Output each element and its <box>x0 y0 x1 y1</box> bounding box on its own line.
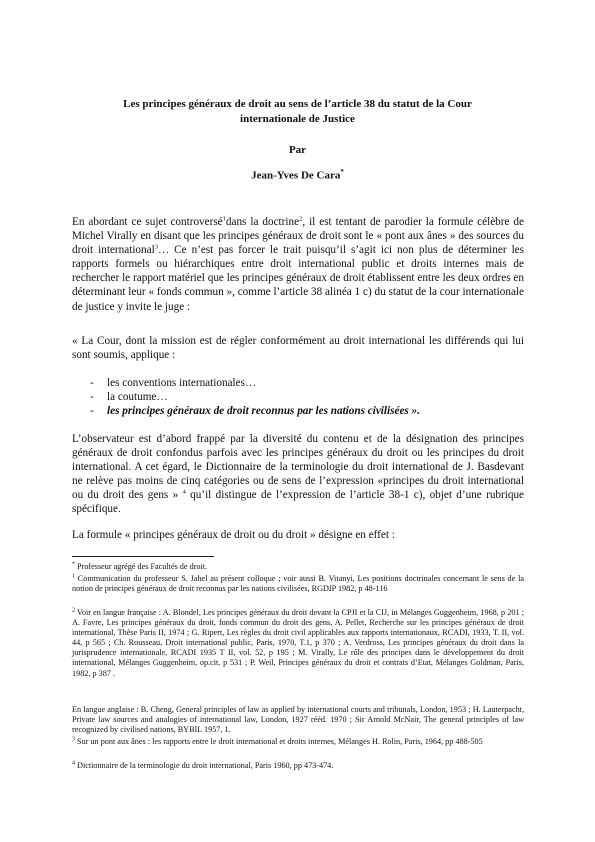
list-dash: - <box>90 377 94 389</box>
footnote-2 <box>72 608 524 679</box>
footnote-3 <box>72 737 524 747</box>
footnote-author <box>72 562 524 572</box>
footnote-mark: 1 <box>72 573 75 580</box>
observer-text-a: L’observateur est d’abord frappé par la diversité du contenu et de la désignation des principes généraux de droit confondus parfois avec les principes généraux du droit ou les principes du droit international. A cet égard, le Dictionnaire de la terminologie du droit international de J. Basdevant ne relève pas moins de cinq catégories ou de sens de l’expression «principes du droit international ou du droit des gens » <box>72 433 524 502</box>
paragraph-intro <box>72 215 524 314</box>
footnote-mark: 2 <box>72 607 75 614</box>
author-footnote-mark: * <box>340 168 344 176</box>
paragraph-formula: La formule « principes généraux de droit ou du droit » désigne en effet : <box>72 529 395 541</box>
footnote-4 <box>72 761 524 771</box>
footnote-mark: 4 <box>72 760 75 767</box>
footnote-text: Communication du professeur S. Jahel au présent colloque ; voir aussi B. Vitanyi, Les positions doctrinales concernant le sens de la notion de principes généraux de droit reconnus par les nations civilisées, RGDIP 1982, p 48-116 <box>72 574 524 594</box>
footnote-ref-4: 4 <box>182 488 186 496</box>
list-item <box>90 390 524 404</box>
paragraph-quote: « La Cour, dont la mission est de régler conformément au droit international les différends qui lui sont soumis, applique : <box>72 335 524 362</box>
footnote-ref-1: 1 <box>222 215 226 223</box>
list-item <box>90 376 524 390</box>
footnote-text: Professeur agrégé des Facultés de droit. <box>75 562 208 571</box>
list-item-text: les conventions internationales… <box>107 377 257 389</box>
list-item-text: la coutume… <box>107 391 168 404</box>
footnote-mark: 3 <box>72 736 75 743</box>
footnote-1 <box>72 574 524 594</box>
footnote-text: Voir en langue française : A. Blondel, Les principes généraux du droit devant la CPJI et la CIJ, in Mélanges Guggenheim, 1968, p 201 ; A. Favre, Les principes généraux du droit, fonds commun du droit des gens, A. Pellet, Recherche sur les principes généraux de droit international, Thèse Paris II, 1974 ; G. Ripert, Les règles du droit civil applicables aux rapports internationaux, RCADI, 1933, T. II, vol. 44, p 565 ; Ch. Rousseau, Droit international public, Paris, 1970, T.1, p 370 ; A. Verdross, Les principes généraux du droit dans la jurisprudence internationale, RCADI 1935 T II, vol. 52, p 195 ; M. Virally, Le rôle des principes dans le développement du droit international, Mélanges Guggenheim, op.cit. p 531 ; P. Weil, Principes généraux du droit et contrats d’Etat, Mélanges Goldman, Paris, 1982, p 387 . <box>72 608 524 678</box>
observer-text-b: qu’il distingue de l’expression de l’article 38-1 c), objet d’une rubrique spécifique. <box>72 489 524 516</box>
intro-text-d: … Ce n’est pas forcer le trait puisqu’il s’agit ici non plus de déterminer les rapports formels ou hiérarchiques entre droit international public et droits internes mais de rechercher le rapport matériel que les principes généraux de droit établissent entre les deux ordres en déterminant leur « fonds commun », comme l’article 38 alinéa 1 c) du statut de la cour internationale de justice y invite le juge : <box>72 244 524 313</box>
intro-text-c: , il est tentant de parodier la formule célèbre de Michel Virally en disant que les principes généraux de droit sont le « pont aux ânes » des sources du droit international <box>72 216 524 257</box>
footnote-ref-2: 2 <box>299 215 303 223</box>
intro-text-b: dans la doctrine <box>225 216 300 228</box>
sources-list <box>90 376 524 418</box>
footnote-mark: * <box>72 561 75 568</box>
author-name <box>90 168 505 182</box>
footnote-text: Sur un pont aux ânes : les rapports entre le droit international et droits internes, Mélanges H. Rolin, Paris, 1964, pp 488-505 <box>75 737 483 746</box>
list-dash: - <box>90 405 94 418</box>
list-dash: - <box>90 391 94 404</box>
list-item <box>90 404 524 418</box>
document-title: Les principes généraux de droit au sens de l’article 38 du statut de la Cour internationale de Justice <box>123 98 472 125</box>
by-line: Par <box>288 144 307 156</box>
footnote-text: Dictionnaire de la terminologie du droit international, Paris 1960, pp 473-474. <box>75 761 334 770</box>
footnote-2-english: En langue anglaise : B. Cheng, General principles of law as applied by international courts and tribunals, London, 1953 ; H. Lauterpacht, Private law sources and analogies of international law, London, 1927 rééd. 1970 ; Sir Arnold McNair, The general principles of law recognized by civilised nations, BYBIL 1957, 1. <box>72 705 524 735</box>
author-name-text: Jean-Yves De Cara <box>251 169 341 182</box>
footnote-separator <box>72 556 214 557</box>
intro-text-a: En abordant ce sujet controversé <box>72 216 223 228</box>
paragraph-observer <box>72 432 524 517</box>
footnote-ref-3: 3 <box>154 243 158 251</box>
list-item-text-emphasis: les principes généraux de droit reconnus par les nations civilisées ». <box>107 405 420 418</box>
